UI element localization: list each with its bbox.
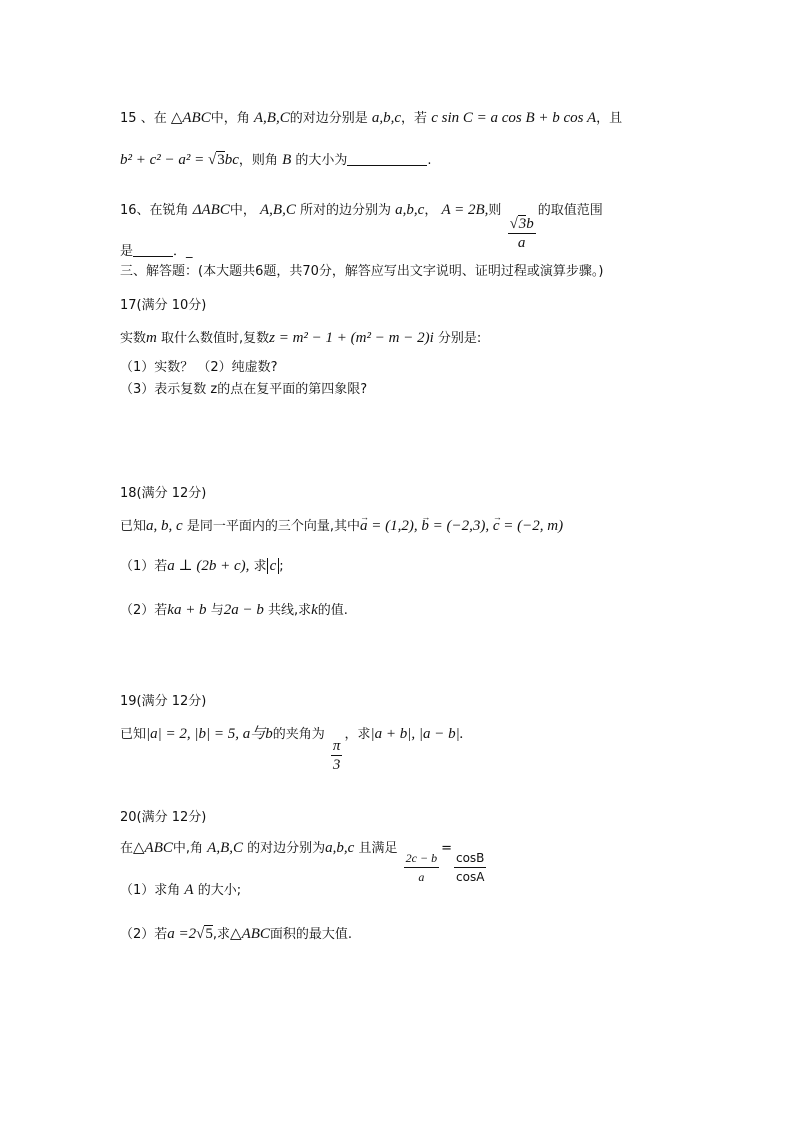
section-heading: 三、解答题：(本大题共6题，共70分，解答应写出文字说明、证明过程或演算步骤。)	[120, 264, 604, 279]
q20-fraction-left: $\frac{2c - b}{a}$	[405, 851, 438, 884]
q18-stem: 已知a, b, c 是同一平面内的三个向量,其中→ a = (1,2), → b = (−2,3), → c = (−2, m)	[120, 516, 563, 537]
q18-part2: （2）若ka + b 与2a − b 共线,求k的值.	[120, 602, 348, 618]
q20-part1: （1）求角 A 的大小;	[120, 882, 242, 898]
q20-header: 20(满分 12分)	[120, 810, 207, 825]
q17-part3: （3）表示复数 z的点在复平面的第四象限?	[120, 382, 368, 397]
q19-header: 19(满分 12分)	[120, 694, 207, 709]
q20-fraction-right: $\frac{\cos B}{\cos A}$	[455, 851, 485, 884]
q19-fraction: $\frac{\pi}{3}$	[332, 738, 341, 773]
q18-part1: （1）若a ⊥ (2b + c), 求 c ;	[120, 558, 284, 574]
answer-blank	[347, 151, 427, 166]
q15-condition: c sin C = a cos B + b cos A	[431, 110, 597, 126]
q15-number: 15	[120, 111, 137, 126]
q20-part2: （2）若a =2√5,求△ABC面积的最大值.	[120, 926, 353, 942]
q17-header: 17(满分 10分)	[120, 298, 207, 313]
q20-stem: 在△ABC中,角 A,B,C 的对边分别为a,b,c 且满足 $\frac{2c - b}{a}$ = $\frac{\cos B}{\cos A}$	[120, 840, 485, 884]
q16-line2: 是 ．_	[120, 244, 193, 259]
q16-number: 16	[120, 203, 137, 218]
q17-part1: （1）实数？ （2）纯虚数?	[120, 360, 278, 375]
q16-fraction: $\frac{√3b}{a}$	[509, 216, 534, 251]
q19-stem: 已知|a| = 2, |b| = 5, a与b的夹角为 $\frac{\pi}{3}$ ，求|a + b|, |a − b|.	[120, 726, 464, 773]
q15-line2: b² + c² − a² = √3bc，则角 B 的大小为 .	[120, 152, 432, 168]
q18-header: 18(满分 12分)	[120, 486, 207, 501]
q17-stem: 实数m 取什么数值时,复数z = m² − 1 + (m² − m − 2)i 分别是:	[120, 330, 482, 346]
answer-blank	[133, 242, 173, 257]
q15-line1: 15 、在 △ABC中，角 A,B,C的对边分别是 a,b,c，若 c sin C = a cos B + b cos A，且	[120, 110, 623, 126]
q16-line1: 16、在锐角 ΔABC中， A,B,C 所对的边分别为 a,b,c， A = 2B,则 $\frac{√3b}{a}$ 的取值范围	[120, 202, 603, 251]
